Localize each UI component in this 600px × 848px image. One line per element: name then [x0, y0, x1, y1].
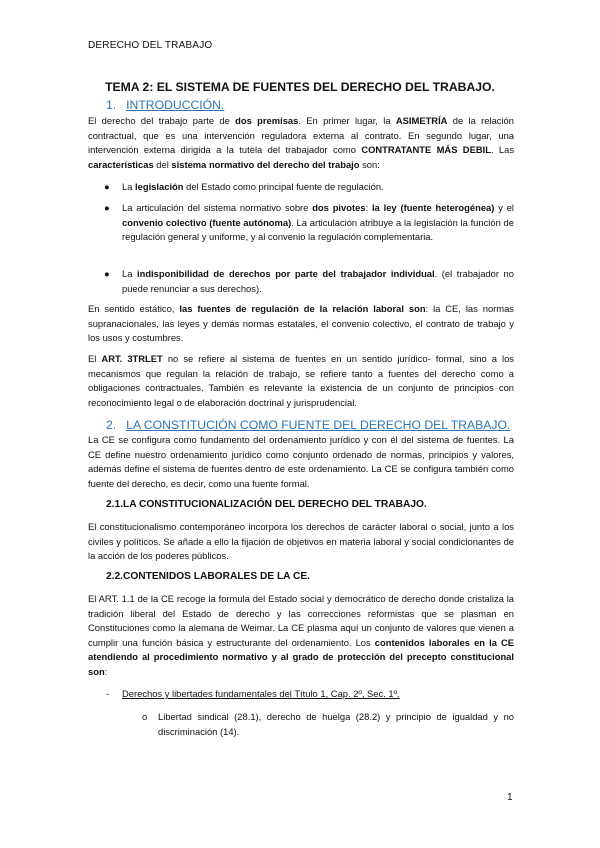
section-heading-introduccion — [106, 98, 224, 112]
document-title: TEMA 2: EL SISTEMA DE FUENTES DEL DERECHO DEL TRABAJO. — [105, 80, 495, 94]
bullet-icon: ● — [104, 202, 110, 213]
bullet-icon: ● — [104, 268, 110, 279]
section-number: 2. — [106, 418, 117, 432]
list-item-articulacion: ● La articulación del sistema normativo sobre dos pivotes: la ley (fuente heterogénea) y el convenio colectivo (fuente autónoma). La articulación atribuye a la legislación la función de regulación general y uniforme, y al convenio la regulación complementaria. — [104, 202, 515, 243]
paragraph-sentido-estatico: En sentido estático, las fuentes de regulación de la relación laboral son: la CE, las normas supranacionales, las leyes y demás normas estatales, el convenio colectivo, el contrato de trabajo y los usos y costumbres. — [88, 303, 514, 344]
paragraph-premisas: El derecho del trabajo parte de dos premisas. En primer lugar, la ASIMETRÍA de la relación contractual, que es una intervención reguladora externa al contrato. En segundo lugar, una intervención externa dirigida a la tutela del trabajador como CONTRATANTE MÁS DEBIL. Las características del sistema normativo del derecho del trabajo son: — [88, 115, 515, 170]
paragraph-art-3trlet: El ART. 3TRLET no se refiere al sistema de fuentes en un sentido jurídico- formal, sino a los mecanismos que regulan la relación de trabajo, se refiere tanto a fuentes del derecho como a obligaciones contractuales. También es relevante la existencia de un conjunto de principios con reconocimiento legal o de elaboración doctrinal y jurisprudencial. — [88, 353, 514, 408]
bullet-icon: ● — [104, 181, 110, 192]
paragraph-art-1-1: El ART. 1.1 de la CE recoge la formula del Estado social y democrático de derecho donde cristaliza la tradición liberal del Estado de derecho y las correcciones reformistas que se plasman en Constituciones como la alemana de Weimar. La CE plasma aquí un conjunto de valores que vienen a cumplir una función básica y estructurante del ordenamiento. Los contenidos laborales en la CE atendiendo al procedimiento normativo y al grado de protección del precepto constitucional son: — [88, 593, 515, 677]
section-heading-constitucion — [106, 418, 510, 432]
paragraph-constitucionalismo: El constitucionalismo contemporáneo incorpora los derechos de carácter laboral o social, junto a los civiles y políticos. Se añade a ello la fijación de objetivos en materia laboral y social condicionantes de la acción de los poderes públicos. — [88, 521, 514, 562]
list-item-legislacion: ● La legislación del Estado como principal fuente de regulación. — [106, 180, 514, 195]
dash-marker: - — [106, 688, 110, 699]
subsection-heading-contenidos: 2.2.CONTENIDOS LABORALES DE LA CE. — [106, 571, 310, 582]
section-number: 1. — [106, 98, 117, 112]
circle-marker: o — [142, 711, 148, 722]
section-label: INTRODUCCIÓN. — [126, 98, 225, 112]
paragraph-ce-fundamento: La CE se configura como fundamento del ordenamiento jurídico y con él del sistema de fuentes. La CE define nuestro ordenamiento jurídico como conjunto ordenado de normas, principios y valores, además define el sistema de fuentes dentro de este ordenamiento. La CE se configura también como fuente del derecho, es decir, como una fuente formal. — [88, 434, 514, 489]
running-header: DERECHO DEL TRABAJO — [88, 40, 213, 51]
sublist-item-libertad-sindical: o Libertad sindical (28.1), derecho de huelga (28.2) y principio de igualdad y no discriminación (14). — [142, 711, 514, 737]
subsection-heading-constitucionalizacion: 2.1.LA CONSTITUCIONALIZACIÓN DEL DERECHO DEL TRABAJO. — [106, 499, 427, 510]
page-number: 1 — [507, 792, 513, 803]
list-item-indisponibilidad: ● La indisponibilidad de derechos por parte del trabajador individual. (el trabajador no puede renunciar a sus derechos). — [104, 268, 514, 294]
list-item-derechos-fundamentales: - Derechos y libertades fundamentales del Título 1, Cap. 2º, Sec. 1º. — [106, 687, 400, 702]
section-label: LA CONSTITUCIÓN COMO FUENTE DEL DERECHO DEL TRABAJO. — [126, 418, 511, 432]
